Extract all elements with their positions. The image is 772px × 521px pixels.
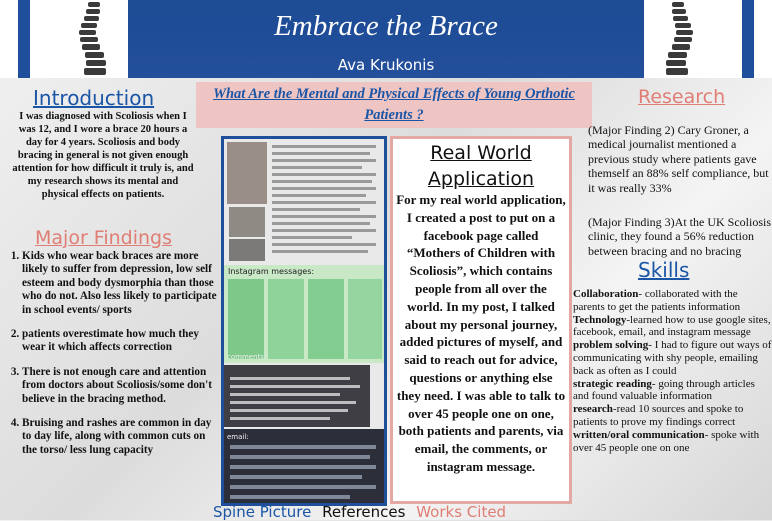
introduction-text: I was diagnosed with Scoliosis when I was 12, and I wore a brace 20 hours a day for 4 years. Scoliosis and body bracing in general is not given enough attention for how difficult it truly is, and my research shows its mental and physical effects on patients. xyxy=(12,111,194,200)
skill-text: - going through articles and found valuable information xyxy=(573,377,755,403)
skill-label: problem solving xyxy=(573,339,649,352)
right-logo-panel xyxy=(644,0,772,78)
skill-label: Collaboration xyxy=(573,288,639,300)
poster-title: Embrace the Brace xyxy=(274,10,498,42)
finding-item: 3. There is not enough care and attention from doctors about Scoliosis/some don't believe in the bracing method. xyxy=(22,366,221,406)
spine-picture-link[interactable]: Spine Picture xyxy=(213,503,312,521)
skill-text: - collaborated with the parents to get the patients information xyxy=(573,288,741,313)
skill-item xyxy=(573,378,772,404)
skill-label: Technology xyxy=(573,313,627,326)
research-heading: Research xyxy=(638,86,726,108)
screenshot-collage xyxy=(221,136,387,506)
comments-label: comments: xyxy=(227,353,267,361)
social-media-screenshots xyxy=(224,139,384,503)
left-logo-panel xyxy=(0,0,128,78)
bottom-links xyxy=(213,503,573,521)
skill-text: - spoke with over 45 people one on one xyxy=(573,428,760,454)
research-finding-2: (Major Finding 2) Cary Groner, a medical journalist mentioned a previous study where patients gave themself an 88% self compliance, but it was really 33% xyxy=(588,123,769,195)
photo-thumbnail xyxy=(229,239,265,261)
introduction-heading: Introduction xyxy=(33,86,155,110)
skill-label: strategic reading xyxy=(573,377,652,390)
spine-icon xyxy=(0,0,128,78)
skill-text: - I had to figure out ways of communicating with shy people, emailing back as often as I could xyxy=(573,339,772,377)
photo-thumbnail xyxy=(227,142,267,204)
email-label: email: xyxy=(227,433,249,441)
skills-list xyxy=(573,288,772,454)
skill-text: -read 10 sources and spoke to patients to prove my findings correct xyxy=(573,403,744,428)
skill-item xyxy=(573,403,772,429)
instagram-label: Instagram messages: xyxy=(228,267,315,276)
real-world-heading-2: Application xyxy=(427,168,535,190)
finding-item: 4. Bruising and rashes are common in day to day life, along with common cuts on the torso/ less lung capacity xyxy=(22,417,221,457)
skill-item xyxy=(573,288,772,314)
skill-label: research xyxy=(573,403,613,416)
major-findings-heading: Major Findings xyxy=(35,227,172,249)
skills-heading: Skills xyxy=(638,258,690,282)
skill-label: written/oral communication xyxy=(573,428,705,441)
skill-item xyxy=(573,314,772,340)
spine-icon xyxy=(644,0,772,78)
poster-author: Ava Krukonis xyxy=(337,56,435,74)
skill-item xyxy=(573,339,772,377)
real-world-text: For my real world application, I created a post to put on a facebook page called “Mothers of Children with Scoliosis”, which contains people from all over the world. In my post, I talked about my personal journey, added pictures of myself, and said to reach out for advice, questions or anything else they need. I was able to talk to over 45 people one on one, both patients and parents, via email, the comments, or instagram message. xyxy=(396,192,566,474)
finding-item: 2. patients overestimate how much they wear it which affects correction xyxy=(22,328,221,355)
finding-item: 1. Kids who wear back braces are more likely to suffer from depression, low self esteem and body dysmorphia than those who do not. Also less likely to participate in school events/ sports xyxy=(22,250,221,317)
research-question: What Are the Mental and Physical Effects of Young Orthotic Patients ? xyxy=(213,86,575,123)
real-world-application-box xyxy=(390,136,572,504)
skill-text: -learned how to use google sites, facebook, email, and instagram message xyxy=(573,313,771,339)
references-link[interactable]: References xyxy=(322,503,406,521)
real-world-heading-1: Real World xyxy=(430,142,532,164)
major-findings-list xyxy=(0,250,221,468)
works-cited-link[interactable]: Works Cited xyxy=(416,503,507,521)
photo-thumbnail xyxy=(229,207,265,237)
research-finding-3: (Major Finding 3)At the UK Scoliosis clinic, they found a 56% reduction between bracing and no bracing xyxy=(588,215,771,258)
skill-item xyxy=(573,429,772,455)
